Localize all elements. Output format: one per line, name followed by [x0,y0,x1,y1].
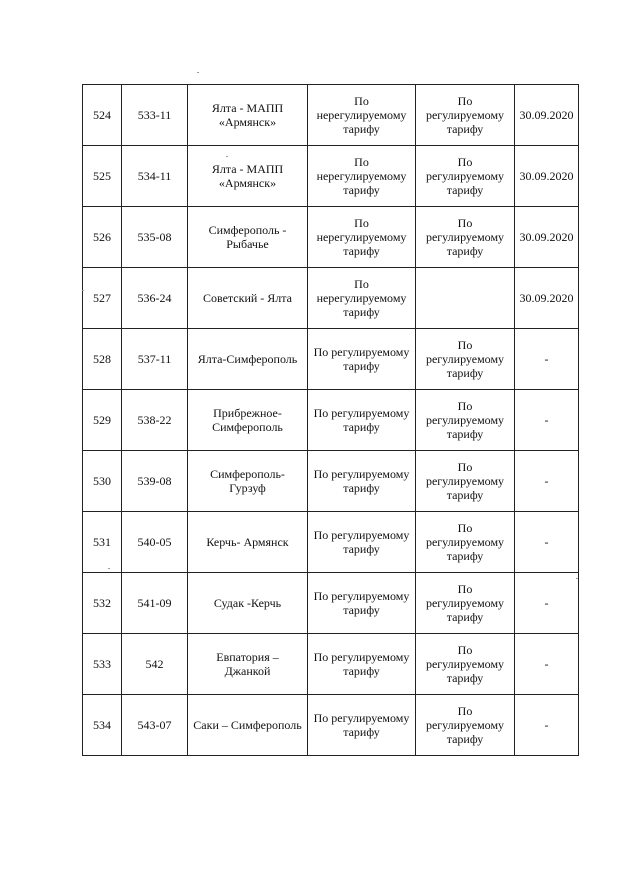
cell-number-text: 528 [93,352,111,366]
table-row [83,695,579,756]
cell-number-text: 527 [93,291,111,305]
table-row [83,207,579,268]
cell-tariff-type-alt-text: По регулируемому тарифу [425,94,505,136]
cell-number [83,634,122,695]
cell-number-text: 533 [93,657,111,671]
cell-registration-text: 533-11 [137,108,172,122]
cell-number [83,268,122,329]
cell-registration [122,146,188,207]
cell-tariff-type [308,451,416,512]
cell-route-text: Судак -Керчь [213,596,282,610]
cell-tariff-type-text: По нерегулируемому тарифу [316,94,407,136]
cell-date-text: - [544,596,549,610]
cell-route [188,329,308,390]
cell-date-text: - [544,474,549,488]
cell-date [515,695,579,756]
cell-tariff-type-text: По регулируемому тарифу [313,345,410,373]
cell-number [83,695,122,756]
cell-tariff-type [308,268,416,329]
table-row [83,634,579,695]
cell-registration [122,268,188,329]
cell-tariff-type-alt [416,146,515,207]
scan-speck [576,578,578,579]
cell-date-text: 30.09.2020 [519,230,574,244]
cell-date [515,146,579,207]
cell-route [188,573,308,634]
table-row [83,268,579,329]
cell-tariff-type [308,85,416,146]
cell-tariff-type-text: По регулируемому тарифу [313,406,410,434]
cell-tariff-type-text: По нерегулируемому тарифу [316,216,407,258]
cell-route [188,695,308,756]
scan-speck [226,156,228,157]
cell-route [188,512,308,573]
cell-route-text: Ялта - МАПП «Армянск» [211,101,284,129]
cell-date [515,85,579,146]
cell-tariff-type [308,146,416,207]
cell-date [515,451,579,512]
cell-route-text: Прибрежное- Симферополь [212,406,283,434]
cell-number-text: 530 [93,474,111,488]
cell-number [83,207,122,268]
cell-tariff-type-alt-text: По регулируемому тарифу [425,704,505,746]
cell-registration-text: 536-24 [137,291,172,305]
table-row [83,329,579,390]
cell-registration [122,451,188,512]
cell-registration [122,573,188,634]
scan-speck [197,72,199,73]
cell-date-text: - [544,413,549,427]
cell-tariff-type-alt-text: По регулируемому тарифу [425,460,505,502]
cell-number [83,573,122,634]
cell-number-text: 524 [93,108,111,122]
cell-date-text: - [544,657,549,671]
cell-tariff-type-alt [416,451,515,512]
cell-tariff-type-alt [416,85,515,146]
cell-tariff-type-text: По нерегулируемому тарифу [316,277,407,319]
cell-date-text: 30.09.2020 [519,108,574,122]
cell-number-text: 534 [93,718,111,732]
cell-route [188,207,308,268]
cell-tariff-type [308,695,416,756]
cell-registration-text: 543-07 [137,718,172,732]
routes-table-body [83,85,579,756]
cell-registration-text: 540-05 [137,535,172,549]
cell-route [188,634,308,695]
cell-tariff-type-alt-text: По регулируемому тарифу [425,582,505,624]
cell-tariff-type-alt [416,390,515,451]
table-row [83,512,579,573]
cell-registration-text: 538-22 [137,413,172,427]
cell-number-text: 526 [93,230,111,244]
cell-number [83,146,122,207]
cell-route-text: Саки – Симферополь [193,718,302,732]
cell-registration [122,85,188,146]
cell-tariff-type-text: По регулируемому тарифу [313,589,410,617]
cell-tariff-type [308,390,416,451]
cell-date-text: - [544,718,549,732]
cell-route [188,146,308,207]
cell-number [83,390,122,451]
cell-number-text: 531 [93,535,111,549]
cell-registration [122,207,188,268]
table-row [83,146,579,207]
cell-tariff-type-text: По нерегулируемому тарифу [316,155,407,197]
cell-registration [122,390,188,451]
cell-tariff-type-alt-text: По регулируемому тарифу [425,521,505,563]
cell-route-text: Симферополь - Рыбачье [208,223,287,251]
cell-tariff-type-alt-text: По регулируемому тарифу [425,643,505,685]
cell-tariff-type [308,207,416,268]
cell-tariff-type-text: По регулируемому тарифу [313,467,410,495]
scan-speck [108,568,110,569]
cell-route [188,390,308,451]
table-row [83,451,579,512]
cell-route-text: Симферополь- Гурзуф [210,467,285,495]
scan-speck [82,290,84,291]
cell-date-text: 30.09.2020 [519,291,574,305]
cell-tariff-type [308,634,416,695]
cell-registration-text: 535-08 [137,230,172,244]
cell-registration-text: 537-11 [137,352,172,366]
cell-tariff-type-alt [416,268,515,329]
cell-registration [122,634,188,695]
cell-route-text: Советский - Ялта [202,291,293,305]
cell-registration-text: 541-09 [137,596,172,610]
cell-date [515,573,579,634]
cell-number-text: 529 [93,413,111,427]
cell-date [515,390,579,451]
cell-number [83,512,122,573]
cell-tariff-type-alt-text: По регулируемому тарифу [425,399,505,441]
cell-tariff-type-text: По регулируемому тарифу [313,528,410,556]
cell-registration [122,695,188,756]
cell-registration-text: 539-08 [137,474,172,488]
cell-date-text: 30.09.2020 [519,169,574,183]
table-row [83,573,579,634]
cell-number [83,451,122,512]
cell-tariff-type-text: По регулируемому тарифу [313,650,410,678]
cell-date-text: - [544,352,549,366]
cell-tariff-type-alt [416,329,515,390]
cell-route [188,451,308,512]
cell-registration [122,329,188,390]
cell-tariff-type-alt-text: По регулируемому тарифу [425,216,505,258]
cell-route-text: Ялта-Симферополь [197,352,298,366]
cell-date [515,207,579,268]
cell-date [515,634,579,695]
cell-number-text: 532 [93,596,111,610]
cell-tariff-type-alt-text: По регулируемому тарифу [425,338,505,380]
table-row [83,390,579,451]
cell-tariff-type-alt-text: По регулируемому тарифу [425,155,505,197]
cell-registration [122,512,188,573]
cell-tariff-type [308,512,416,573]
table-row [83,85,579,146]
cell-route-text: Евпатория – Джанкой [216,650,279,678]
cell-registration-text: 534-11 [137,169,172,183]
cell-route [188,268,308,329]
cell-number [83,329,122,390]
cell-tariff-type-alt [416,695,515,756]
cell-tariff-type-alt [416,573,515,634]
cell-date [515,268,579,329]
routes-table [82,84,579,756]
cell-date [515,512,579,573]
cell-number [83,85,122,146]
cell-route [188,85,308,146]
cell-tariff-type-alt [416,634,515,695]
cell-route-text: Керчь- Армянск [206,535,289,549]
cell-tariff-type [308,573,416,634]
cell-date-text: - [544,535,549,549]
cell-route-text: Ялта - МАПП «Армянск» [211,162,284,190]
cell-tariff-type-text: По регулируемому тарифу [313,711,410,739]
cell-tariff-type-alt [416,512,515,573]
cell-tariff-type [308,329,416,390]
cell-tariff-type-alt [416,207,515,268]
cell-date [515,329,579,390]
cell-number-text: 525 [93,169,111,183]
cell-registration-text: 542 [145,657,164,671]
